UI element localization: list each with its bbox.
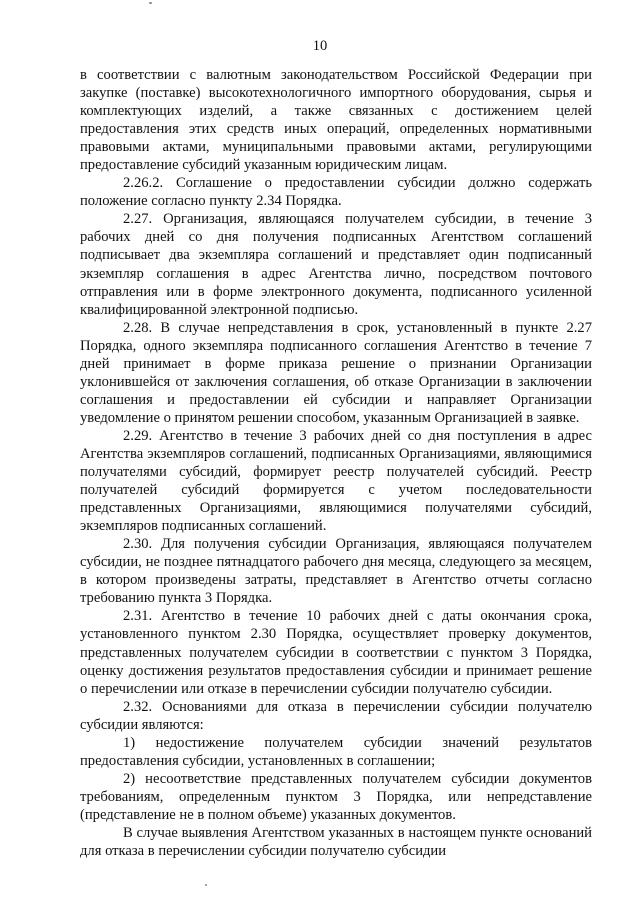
paragraph-2-28: 2.28. В случае непредставления в срок, установленный в пункте 2.27 Порядка, одного экземпляра подписанного соглашения Агентство в течение 7 дней принимает в форме приказа решение о признании Организации уклонившейся от заключения соглашения, об отказе Организации в заключении соглашения и предоставлении ей субсидии и направляет Организации уведомление о принятом решении способом, указанным Организацией в заявке. [80, 319, 592, 426]
paragraph-continuation: в соответствии с валютным законодательством Российской Федерации при закупке (поставке) высокотехнологичного импортного оборудования, сырья и комплектующих изделий, а также связанных с достижением целей предоставления этих средств иных операций, определенных нормативными правовыми актами, муниципальными правовыми актами, регулирующими предоставление субсидий указанным юридическим лицам. [80, 67, 592, 174]
paragraph-refusal-cases: В случае выявления Агентством указанных в настоящем пункте оснований для отказа в перечислении субсидии получателю субсидии [80, 824, 592, 860]
scan-speck [205, 884, 207, 886]
list-item-1: 1) недостижение получателем субсидии значений результатов предоставления субсидии, установленных в соглашении; [80, 734, 592, 769]
paragraph-2-27: 2.27. Организация, являющаяся получателем субсидии, в течение 3 рабочих дней со дня получения подписанных Агентством соглашений подписывает два экземпляра соглашений и представляет один подписанный экземпляр соглашения в адрес Агентства лично, посредством почтового отправления или в форме электронного документа, подписанного усиленной квалифицированной электронной подписью. [80, 211, 592, 318]
scan-speck [149, 2, 152, 4]
paragraph-2-29: 2.29. Агентство в течение 3 рабочих дней со дня поступления в адрес Агентства экземпляров соглашений, подписанных Организациями, являющимися получателями субсидий, формирует реестр получателей субсидий. Реестр получателей субсидий формируется с учетом последовательности представленных Организациями, являющимися получателями субсидий, экземпляров подписанных соглашений. [80, 427, 592, 535]
paragraph-2-32: 2.32. Основаниями для отказа в перечислении субсидии получателю субсидии являются: [80, 698, 592, 733]
list-item-2: 2) несоответствие представленных получателем субсидии документов требованиям, определенным пунктом 3 Порядка, или непредставление (представление не в полном объеме) указанных документов. [80, 770, 592, 823]
paragraph-2-26-2: 2.26.2. Соглашение о предоставлении субсидии должно содержать положение согласно пункту 2.34 Порядка. [80, 175, 592, 210]
document-body [80, 66, 592, 860]
paragraph-2-31: 2.31. Агентство в течение 10 рабочих дней с даты окончания срока, установленного пунктом 2.30 Порядка, осуществляет проверку документов, представленных получателем субсидии в соответствии с пунктом 3 Порядка, оценку достижения результатов предоставления субсидии и принимает решение о перечислении или отказе в перечислении субсидии получателю субсидии. [80, 608, 592, 697]
page-number: 10 [312, 38, 328, 54]
paragraph-2-30: 2.30. Для получения субсидии Организация, являющаяся получателем субсидии, не позднее пятнадцатого рабочего дня месяца, следующего за месяцем, в котором произведены затраты, представляет в Агентство отчеты согласно требованию пункта 3 Порядка. [80, 536, 592, 607]
